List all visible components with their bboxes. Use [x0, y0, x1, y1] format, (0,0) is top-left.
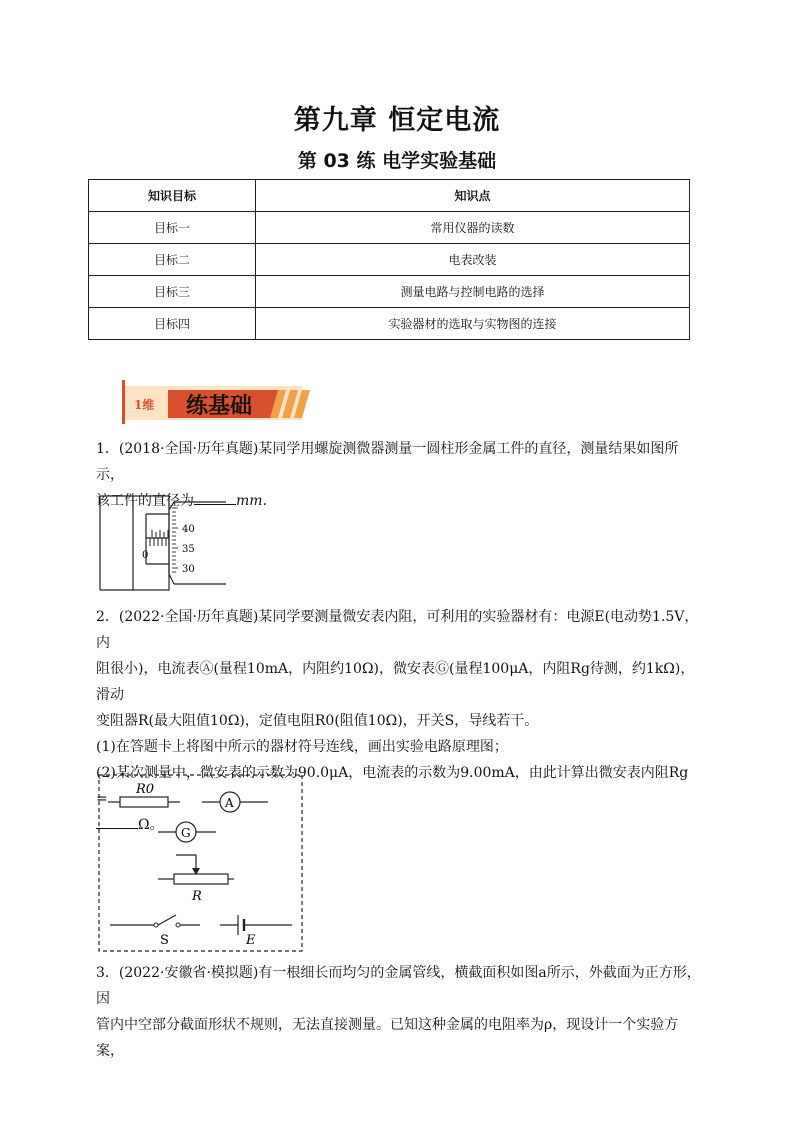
table-row [89, 212, 690, 244]
goals-table [88, 179, 690, 340]
rheostat-symbol [174, 874, 228, 884]
table-cell: 目标四 [89, 308, 256, 340]
table-cell: 目标一 [89, 212, 256, 244]
zero-label: 0 [142, 550, 149, 561]
label-s: S [160, 933, 169, 948]
table-cell: 目标三 [89, 276, 256, 308]
table-cell: 电表改装 [256, 244, 690, 276]
q1-line-a: 1．(2018·全国·历年真题)某同学用螺旋测微器测量一圆柱形金属工件的直径，测量结果如图所示， [96, 441, 679, 483]
resistor-r0 [120, 797, 168, 807]
lesson-subtitle: 第 03 练 电学实验基础 [297, 150, 497, 172]
table-row [89, 244, 690, 276]
q1-prefix: 该工件的直径为 [96, 493, 194, 509]
table-row [89, 308, 690, 340]
q2-line-3: 变阻器R(最大阻值10Ω)，定值电阻R0(阻值10Ω)，开关S，导线若干。 [96, 713, 539, 729]
banner-badge: 1维 [134, 398, 155, 412]
q2-end: Ω。 [138, 817, 164, 833]
q2-part-2: (2)某次测量中，微安表的示数为90.0μA，电流表的示数为9.00mA，由此计算出微安表内阻Rg = [96, 765, 689, 807]
table-cell: 实验器材的选取与实物图的连接 [256, 308, 690, 340]
table-header-cell: 知识点 [256, 180, 690, 212]
section-banner [120, 380, 310, 424]
circuit-components-figure [98, 774, 304, 952]
label-g: G [181, 826, 191, 840]
q1-unit: mm [236, 493, 263, 509]
table-header-row [89, 180, 690, 212]
banner-edge [122, 380, 125, 424]
table-cell: 常用仪器的读数 [256, 212, 690, 244]
question-3 [96, 960, 702, 1064]
scale-label: 40 [182, 524, 195, 535]
label-a: A [225, 796, 234, 810]
q3-line-1: 3．(2022·安徽省·模拟题)有一根细长而均匀的金属管线，横截面积如图a所示，外截面为正方形，因 [96, 965, 701, 1007]
label-e: E [246, 933, 256, 948]
banner-label: 练基础 [186, 394, 253, 419]
chapter-title: 第九章 恒定电流 [293, 105, 501, 136]
switch-contact [154, 923, 158, 927]
table-row [89, 276, 690, 308]
switch-contact [176, 923, 180, 927]
table-header-cell: 知识目标 [89, 180, 256, 212]
micrometer-figure [96, 494, 236, 592]
label-r0: R0 [136, 782, 155, 797]
q2-line-1: 2．(2022·全国·历年真题)某同学要测量微安表内阻，可利用的实验器材有：电源E(电动势1.5V，内 [96, 609, 699, 651]
q1-end: ． [262, 493, 277, 509]
scale-label: 30 [182, 564, 195, 575]
label-r: R [192, 889, 202, 904]
table-cell: 目标二 [89, 244, 256, 276]
table-cell: 测量电路与控制电路的选择 [256, 276, 690, 308]
q3-line-2: 管内中空部分截面形状不规则，无法直接测量。已知这种金属的电阻率为ρ，现设计一个实验方案， [96, 1017, 679, 1059]
q2-line-2: 阻很小)，电流表Ⓐ(量程10mA，内阻约10Ω)，微安表Ⓖ(量程100μA，内阻Rg待测，约1kΩ)，滑动 [96, 661, 695, 703]
q2-part-1: (1)在答题卡上将图中所示的器材符号连线，画出实验电路原理图； [96, 739, 508, 755]
scale-label: 35 [182, 544, 195, 555]
